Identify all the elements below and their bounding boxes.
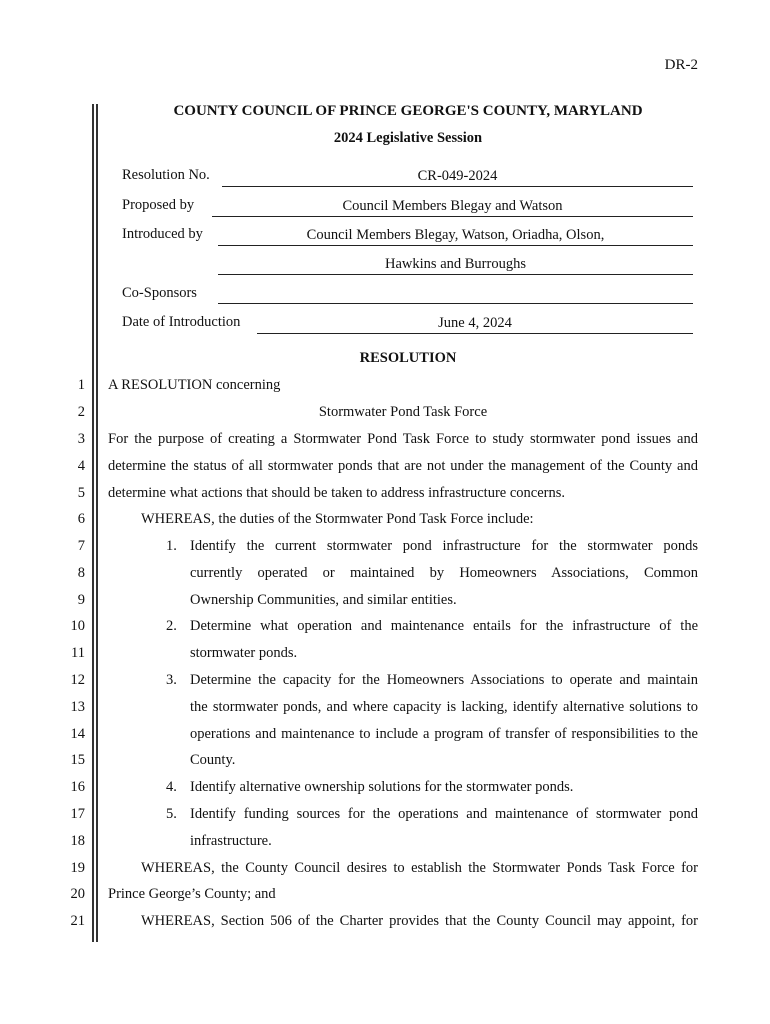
date-of-introduction-value: June 4, 2024 (257, 313, 693, 334)
margin-rule-right (96, 104, 98, 942)
line-text: determine what actions that should be taken to address infrastructure concerns. (108, 485, 565, 501)
line-text: Determine the capacity for the Homeowners Associations to operate and maintain (190, 672, 698, 688)
council-title: COUNTY COUNCIL OF PRINCE GEORGE'S COUNTY, MARYLAND (173, 103, 643, 119)
margin-rule-left (92, 104, 94, 942)
line-number: 18 (70, 833, 85, 849)
line-number: 4 (77, 458, 85, 474)
line-number: 2 (77, 404, 85, 420)
introduced-by-label: Introduced by (122, 226, 203, 242)
line-text: Determine what operation and maintenance entails for the infrastructure of the (190, 618, 698, 634)
proposed-by-label: Proposed by (122, 197, 195, 213)
introduced-by-value-line-1: Council Members Blegay, Watson, Oriadha, Olson, (218, 225, 693, 246)
introduced-by-value-line-2: Hawkins and Burroughs (218, 254, 693, 275)
line-text: Stormwater Pond Task Force (318, 404, 488, 420)
line-text: the stormwater ponds, and where capacity is lacking, identify alternative solutions to (190, 699, 698, 715)
line-number: 7 (77, 538, 85, 554)
line-number: 12 (70, 672, 85, 688)
document-id: DR-2 (664, 57, 698, 73)
line-number: 5 (77, 485, 85, 501)
list-item-marker: 3. (166, 672, 177, 688)
line-text: WHEREAS, Section 506 of the Charter provides that the County Council may appoint, for (141, 913, 698, 929)
line-text: WHEREAS, the duties of the Stormwater Pond Task Force include: (141, 511, 534, 527)
resolution-heading: RESOLUTION (359, 350, 457, 366)
line-number: 15 (70, 752, 85, 768)
cosponsors-value (218, 283, 693, 304)
line-text: County. (190, 752, 236, 768)
line-number: 3 (77, 431, 85, 447)
line-number: 21 (70, 913, 85, 929)
line-number: 13 (70, 699, 85, 715)
line-number: 19 (70, 860, 85, 876)
line-text: Identify the current stormwater pond infrastructure for the stormwater ponds (190, 538, 698, 554)
resolution-no-value: CR-049-2024 (222, 166, 693, 187)
line-text: determine the status of all stormwater ponds that are not under the management of the County and (108, 458, 698, 474)
line-text: For the purpose of creating a Stormwater Pond Task Force to study stormwater pond issues and (108, 431, 698, 447)
line-text: Identify funding sources for the operations and maintenance of stormwater pond (190, 806, 698, 822)
line-text: Ownership Communities, and similar entities. (190, 592, 457, 608)
legislative-session: 2024 Legislative Session (333, 130, 483, 146)
proposed-by-value: Council Members Blegay and Watson (212, 196, 693, 217)
line-text: stormwater ponds. (190, 645, 298, 661)
list-item-marker: 4. (166, 779, 177, 795)
line-number: 1 (77, 377, 85, 393)
line-number: 11 (71, 645, 85, 661)
list-item-marker: 5. (166, 806, 177, 822)
line-text: Identify alternative ownership solutions for the stormwater ponds. (190, 779, 574, 795)
line-text: currently operated or maintained by Homeowners Associations, Common (190, 565, 698, 581)
line-text: WHEREAS, the County Council desires to establish the Stormwater Ponds Task Force for (141, 860, 698, 876)
line-number: 8 (77, 565, 85, 581)
line-number: 10 (70, 618, 85, 634)
line-text: A RESOLUTION concerning (108, 377, 281, 393)
date-of-introduction-label: Date of Introduction (122, 314, 241, 330)
line-number: 14 (70, 726, 85, 742)
resolution-no-label: Resolution No. (122, 167, 210, 183)
list-item-marker: 1. (166, 538, 177, 554)
line-number: 16 (70, 779, 85, 795)
line-text: Prince George’s County; and (108, 886, 276, 902)
cosponsors-label: Co-Sponsors (122, 285, 197, 301)
line-number: 6 (77, 511, 85, 527)
list-item-marker: 2. (166, 618, 177, 634)
line-text: operations and maintenance to include a program of transfer of responsibilities to the (190, 726, 698, 742)
line-text: infrastructure. (190, 833, 272, 849)
line-number: 17 (70, 806, 85, 822)
line-number: 9 (77, 592, 85, 608)
line-number: 20 (70, 886, 85, 902)
